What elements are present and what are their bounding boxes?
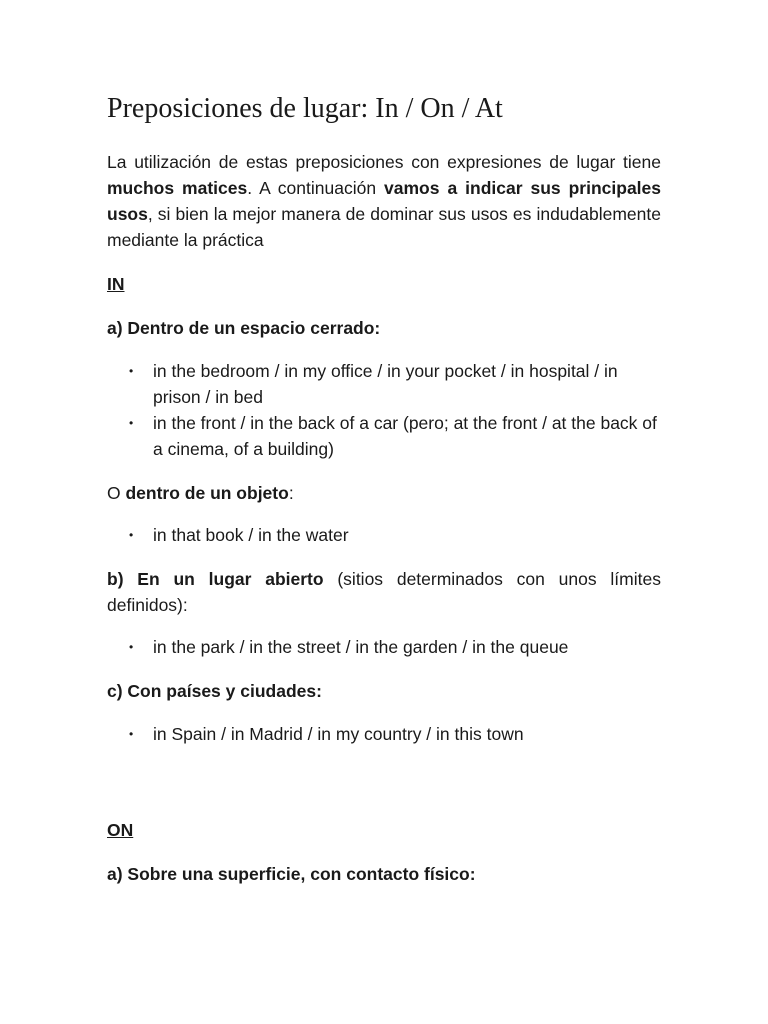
in-list-o: [107, 522, 661, 548]
in-list-a: [107, 358, 661, 462]
section-spacer: [107, 765, 661, 817]
intro-text-2: . A continuación: [247, 178, 385, 198]
bullet-icon: •: [129, 528, 134, 542]
list-item: [107, 634, 661, 660]
list-item-text: in that book / in the water: [153, 525, 349, 545]
list-item-text: in the front / in the back of a car (pero; at the front / at the back of a cinema, of a building): [153, 413, 657, 459]
list-item: [107, 358, 661, 410]
in-subheading-o: [107, 480, 661, 506]
intro-bold-2: vamos a indicar sus principales usos: [107, 178, 662, 224]
list-item-text: in the park / in the street / in the garden / in the queue: [153, 637, 569, 657]
bullet-icon: •: [129, 364, 134, 378]
o-prefix: O: [107, 483, 126, 503]
page-title: Preposiciones de lugar: In / On / At: [107, 93, 503, 124]
in-list-c: [107, 721, 661, 747]
list-item: [107, 721, 661, 747]
intro-paragraph: [107, 149, 661, 253]
bullet-icon: •: [129, 727, 134, 741]
b-bold: b) En un lugar abierto: [107, 569, 324, 589]
on-subheading-a: a) Sobre una superficie, con contacto físico:: [107, 864, 476, 884]
bullet-icon: •: [129, 640, 134, 654]
bullet-icon: •: [129, 416, 134, 430]
list-item-text: in the bedroom / in my office / in your pocket / in hospital / in prison / in bed: [153, 361, 618, 407]
o-bold: dentro de un objeto: [125, 483, 289, 503]
in-subheading-b: [107, 566, 661, 618]
in-list-b: [107, 634, 661, 660]
in-subheading-c: c) Con países y ciudades:: [107, 681, 322, 701]
intro-bold-1: muchos matices: [107, 178, 248, 198]
section-heading-in: IN: [107, 274, 125, 294]
list-item-text: in Spain / in Madrid / in my country / in this town: [153, 724, 524, 744]
intro-text-3: , si bien la mejor manera de dominar sus usos es indudablemente mediante la práctica: [107, 204, 661, 250]
o-suffix: :: [288, 483, 294, 503]
section-heading-on: ON: [107, 820, 134, 840]
b-rest: (sitios determinados con unos límites definidos):: [107, 569, 661, 615]
list-item: [107, 410, 661, 462]
document-content: [107, 91, 661, 904]
intro-text-1: La utilización de estas preposiciones con expresiones de lugar tiene: [107, 152, 661, 172]
list-item: [107, 522, 661, 548]
in-subheading-a: a) Dentro de un espacio cerrado:: [107, 318, 381, 338]
